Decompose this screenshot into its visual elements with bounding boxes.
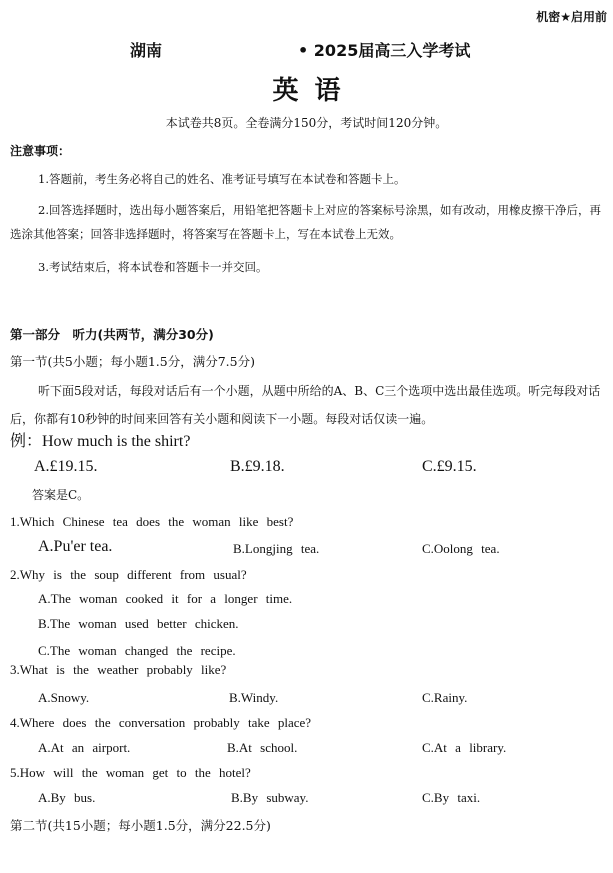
example-option: B.£9.18. <box>230 458 285 475</box>
option-3a: A.Snowy. <box>38 690 90 705</box>
notice-item: 3.考试结束后，将本试卷和答题卡一并交回。 <box>38 260 268 274</box>
option-3b: B.Windy. <box>229 690 279 705</box>
notice-item: 1.答题前，考生务必将自己的姓名、准考证号填写在本试卷和答题卡上。 <box>38 172 406 186</box>
confidential-label: 机密★启用前 <box>536 10 607 24</box>
option-5c: C.By taxi. <box>422 790 481 805</box>
exam-title: • 2025届高三入学考试 <box>298 41 471 60</box>
example-option: C.£9.15. <box>422 458 477 475</box>
notice-item: 2.回答选择题时，选出每小题答案后，用铅笔把答题卡上对应的答案标号涂黑，如有改动，用橡皮擦干净后，再选涂其他答案；回答非选择题时，将答案写在答题卡上，写在本试卷上无效。 <box>10 203 601 241</box>
option-4b: B.At school. <box>227 740 298 755</box>
option-3c: C.Rainy. <box>422 690 468 705</box>
option-1c: C.Oolong tea. <box>422 541 500 556</box>
question-3: 3.What is the weather probably like? <box>10 662 227 677</box>
notice-heading: 注意事项： <box>10 144 71 158</box>
section2-title: 第二节(共15小题；每小题1.5分，满分22.5分) <box>10 818 271 833</box>
option-2b: B.The woman used better chicken. <box>38 616 239 631</box>
question-5: 5.How will the woman get to the hotel? <box>10 765 251 780</box>
option-4c: C.At a library. <box>422 740 507 755</box>
example-answer: 答案是C。 <box>32 488 90 502</box>
question-2: 2.Why is the soup different from usual? <box>10 567 247 582</box>
option-4a: A.At an airport. <box>38 740 131 755</box>
option-1a: A.Pu'er tea. <box>38 538 113 555</box>
option-2c: C.The woman changed the recipe. <box>38 643 236 658</box>
exam-region: 湖南 <box>130 41 163 60</box>
option-5a: A.By bus. <box>38 790 96 805</box>
option-5b: B.By subway. <box>231 790 309 805</box>
example-question: 例：How much is the shirt? <box>10 433 191 450</box>
section1-title: 第一节(共5小题；每小题1.5分，满分7.5分) <box>10 354 255 369</box>
listening-instructions: 听下面5段对话，每段对话后有一个小题，从题中所给的A、B、C三个选项中选出最佳选项。听完每段对话后，你都有10秒钟的时间来回答有关小题和阅读下一小题。每段对话仅读一遍。 <box>10 384 601 426</box>
part1-title: 第一部分 听力(共两节，满分30分) <box>10 327 214 342</box>
option-1b: B.Longjing tea. <box>233 541 320 556</box>
example-option: A.£19.15. <box>34 458 98 475</box>
subject-title: 英语 <box>272 76 357 106</box>
option-2a: A.The woman cooked it for a longer time. <box>38 591 293 606</box>
exam-intro: 本试卷共8页。全卷满分150分，考试时间120分钟。 <box>165 116 448 130</box>
question-1: 1.Which Chinese tea does the woman like best? <box>10 514 294 529</box>
question-4: 4.Where does the conversation probably take place? <box>10 715 312 730</box>
